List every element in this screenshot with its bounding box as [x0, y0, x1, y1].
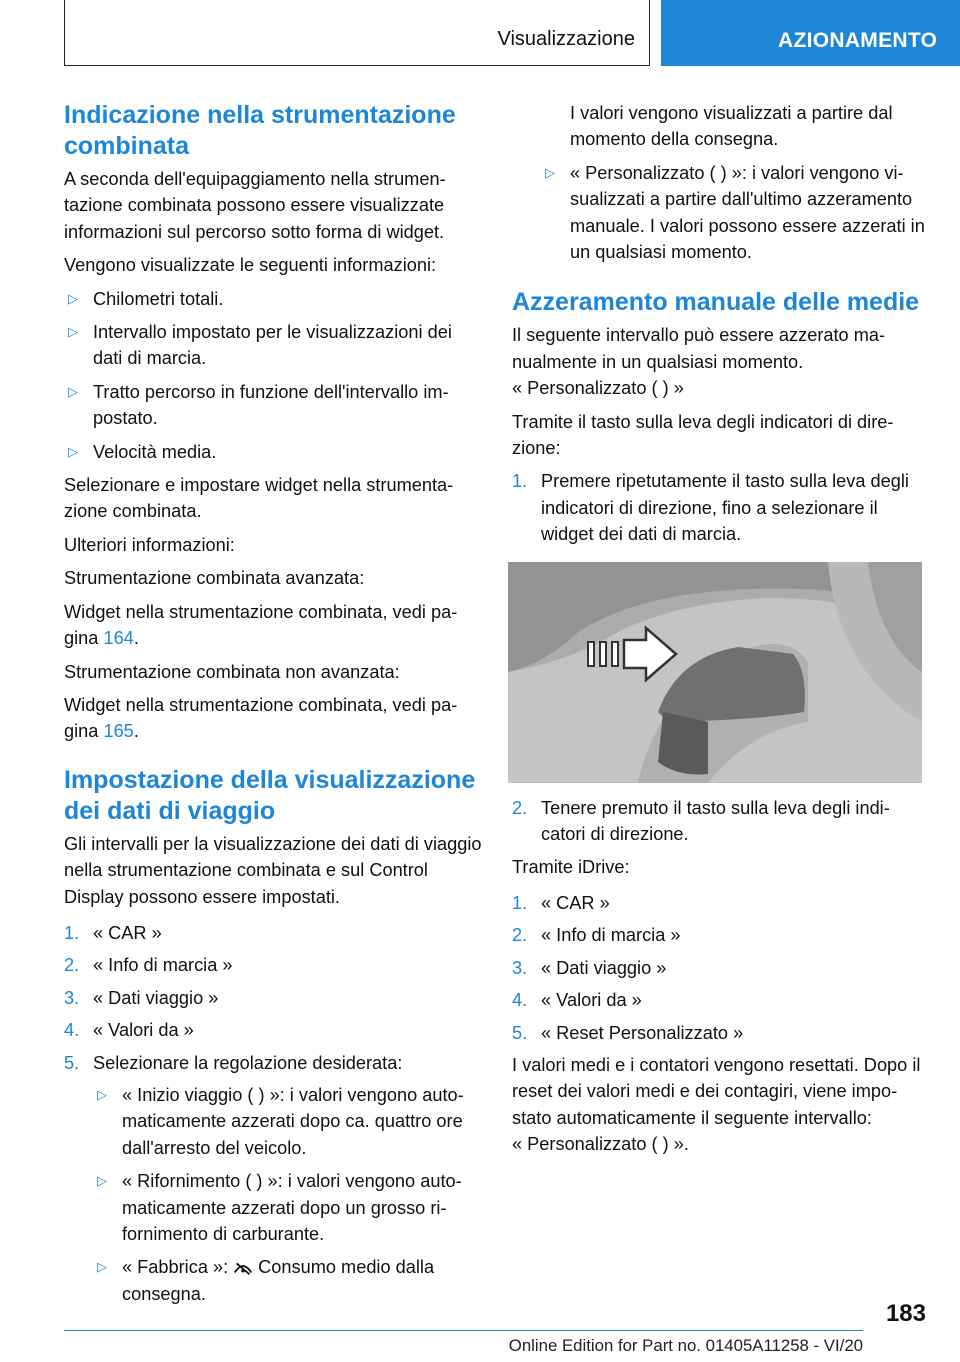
triangle-bullet-icon: ▷ [97, 1173, 107, 1189]
paragraph: Il seguente intervallo può essere azzerato manualmente in un qualsiasi momento. [512, 325, 886, 372]
list-item: 1. « CAR » [64, 922, 162, 943]
triangle-bullet-icon: ▷ [97, 1086, 107, 1102]
header-section-title: Visualizzazione [497, 28, 635, 50]
list-item: 2. Tenere premuto il tasto sulla leva degli indicatori di direzione. [512, 797, 890, 845]
list-item: ▷ « Inizio viaggio ( ) »: i valori vengono automaticamente azzerati dopo ca. quattro ore dall'arresto del veicolo. [93, 1082, 482, 1161]
list-item: ▷ Intervallo impostato per le visualizzazioni dei dati di marcia. [64, 319, 482, 372]
paragraph: Selezionare e impostare widget nella strumentazione combinata. [64, 475, 454, 522]
footer-edition: Online Edition for Part no. 01405A11258 - VI/20 [508, 1336, 863, 1355]
paragraph: A seconda dell'equipaggiamento nella strumentazione combinata possono essere visualizzate informazioni sul percorso sotto forma di widget. [64, 169, 446, 242]
turn-signal-lever-photo [508, 562, 922, 783]
list-item: 3. « Dati viaggio » [512, 957, 667, 978]
list-item: 1. Premere ripetutamente il tasto sulla leva degli indicatori di direzione, fino a selezionare il widget dei dati di marcia. [512, 471, 909, 545]
right-column [512, 100, 926, 1165]
list-item: 5. Selezionare la regolazione desiderata: [64, 1052, 403, 1073]
paragraph: Widget nella strumentazione combinata, vedi pagina 164. [64, 601, 458, 649]
triangle-bullet-icon: ▷ [545, 164, 555, 180]
list-item: 5. « Reset Personalizzato » [512, 1022, 744, 1043]
list-item: 4. « Valori da » [64, 1020, 194, 1041]
triangle-bullet-icon: ▷ [97, 1259, 107, 1275]
paragraph: Vengono visualizzate le seguenti informazioni: [64, 255, 437, 276]
triangle-bullet-icon: ▷ [68, 383, 78, 399]
list-item: 3. « Dati viaggio » [64, 987, 219, 1008]
list-item: ▷ « Fabbrica »: Consumo medio dalla consegna. [93, 1254, 482, 1307]
page-number: 183 [885, 1300, 926, 1327]
paragraph: Tramite iDrive: [512, 856, 630, 877]
list-item: ▷ « Personalizzato ( ) »: i valori vengono visualizzati a partire dall'ultimo azzeramento manuale. I valori possono essere azzerati in un qualsiasi momento. [541, 160, 926, 266]
paragraph: I valori medi e i contatori vengono resettati. Dopo il reset dei valori medi e dei contagiri, viene impostato automaticamente il seguente intervallo: [512, 1054, 921, 1128]
list-item: ▷ « Rifornimento ( ) »: i valori vengono automaticamente azzerati dopo un grosso rifornimento di carburante. [93, 1168, 482, 1247]
paragraph: Ulteriori informazioni: [64, 534, 235, 555]
heading-instrument-cluster: Indicazione nella strumentazione combinata [64, 101, 456, 160]
triangle-bullet-icon: ▷ [68, 443, 78, 459]
heading-manual-reset: Azzeramento manuale delle medie [512, 288, 920, 317]
paragraph: « Personalizzato ( ) » [512, 378, 684, 399]
list-item: ▷ Chilometri totali. [64, 286, 482, 312]
paragraph: Strumentazione combinata avanzata: [64, 568, 365, 589]
paragraph: « Personalizzato ( ) ». [512, 1134, 689, 1155]
list-item: 2. « Info di marcia » [64, 955, 233, 976]
list-item: 2. « Info di marcia » [512, 925, 681, 946]
page-link-165[interactable]: 165 [103, 721, 134, 742]
paragraph: Widget nella strumentazione combinata, vedi pagina 165. [64, 694, 458, 742]
triangle-bullet-icon: ▷ [68, 324, 78, 340]
left-column [64, 100, 482, 1314]
paragraph: I valori vengono visualizzati a partire dal momento della consegna. [570, 103, 893, 150]
list-item: ▷ Tratto percorso in funzione dell'intervallo impostato. [64, 379, 482, 432]
paragraph: Tramite il tasto sulla leva degli indicatori di direzione: [512, 411, 894, 459]
footer-divider [64, 1330, 863, 1331]
paragraph: Gli intervalli per la visualizzazione dei dati di viaggio nella strumentazione combinata e sul Control Display possono essere impostati. [64, 833, 482, 907]
triangle-bullet-icon: ▷ [68, 290, 78, 306]
consumption-icon [232, 1257, 254, 1277]
header-chapter-tab: AZIONAMENTO [661, 0, 960, 66]
heading-trip-data-settings: Impostazione della visualizzazione dei dati di viaggio [64, 765, 476, 825]
page-link-164[interactable]: 164 [103, 628, 134, 649]
list-item: ▷ Velocità media. [64, 439, 482, 465]
paragraph: Strumentazione combinata non avanzata: [64, 661, 400, 682]
list-item: 1. « CAR » [512, 892, 610, 913]
list-item: 4. « Valori da » [512, 990, 642, 1011]
